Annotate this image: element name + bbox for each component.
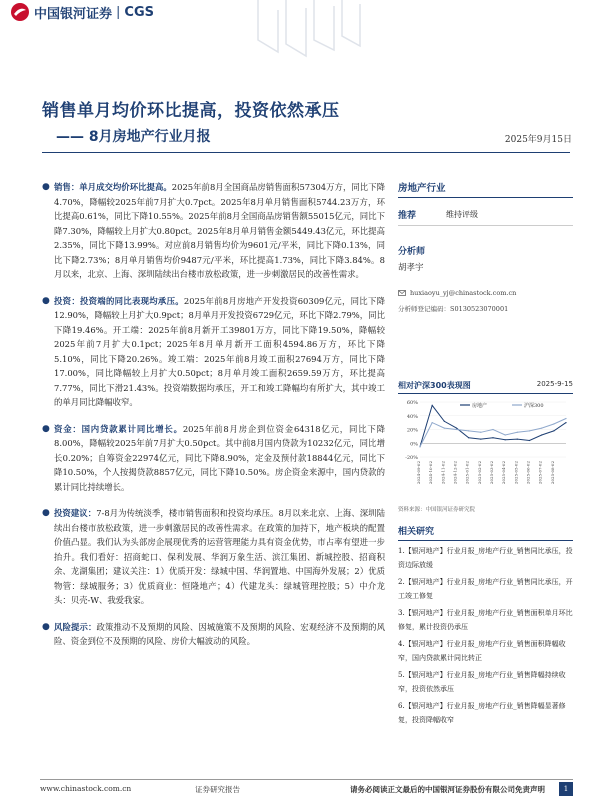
title-divider (42, 152, 570, 153)
data-point (529, 440, 530, 441)
rating-row (398, 208, 573, 226)
bullet-icon: ● (42, 423, 50, 434)
section-risk (40, 620, 385, 649)
y-tick-label: 60% (406, 400, 418, 406)
related-report-link[interactable]: 3.【银河地产】行业月报_房地产行业_销售面积单月环比修复，累计投资仍承压 (398, 609, 573, 631)
email-icon (398, 290, 406, 296)
data-point (444, 428, 445, 429)
rating-label: 推荐 (398, 211, 417, 221)
data-point (419, 446, 420, 447)
data-point (529, 430, 530, 431)
y-tick-label: 40% (406, 413, 418, 420)
section-head: 投资建议： (54, 508, 97, 518)
section-body: 2025年前8月全国商品房销售面积57304万方，同比下降4.70%，降幅较2025年前7月扩大0.7pct。2025年8月单月销售面积5744.23万方，环比提高0.61%，同比下降10.55%。2025年前8月全国商品房销售额55015亿元，同比下降7.30%，降幅较上月扩大0.80pct。2025年8月单月销售金额5449.43亿元，环比提高2.35%，同比下降13.99%。对应前8月销售均价为9601元/平米，同比下降0.13%，同比下降2.73%；8月单月销售均价9487元/平米，环比提高1.73%，同比下降3.84%。8月以来，北京、上海、深圳陆续出台楼市放松政策，进一步刺激居民的改善性需求。 (54, 182, 385, 279)
section-recommendation (40, 506, 385, 608)
main-content (40, 180, 385, 661)
analyst-email-row (398, 289, 573, 297)
sidebar (398, 180, 573, 313)
section-body: 2025年前8月房地产开发投资60309亿元，同比下降12.90%，降幅较上月扩大0.9pct；8月单月开发投资6729亿元，环比下降2.79%，同比下降19.46%。开工端：2025年前8月新开工39801万方，同比下降19.50%，降幅较2025年前7月扩大0.1pct；2025年8月单月新开工面积4594.86万方，环比下降5.10%，同比下降20.26%。竣工端：2025年前8月竣工面积27694万方，同比下降17.00%，同比降幅较上月扩大0.50pct；8月单月竣工面积2659.59万方，环比提高7.77%，同比下滑21.43%。投资端数据均承压，开工和竣工降幅均有所扩大，其中竣工的单月同比降幅收窄。 (54, 295, 385, 407)
legend-label: 沪深300 (524, 403, 544, 409)
x-tick-label: 2025-08-02 (549, 461, 555, 485)
logo-text: 中国银河证券 (34, 6, 113, 22)
y-tick-label: 0% (410, 441, 418, 448)
x-tick-label: 2024-12-02 (452, 461, 458, 485)
performance-chart (398, 394, 573, 504)
data-point (480, 439, 481, 440)
data-point (541, 434, 542, 435)
section-head: 投资：投资端的同比表现均承压。 (54, 295, 184, 306)
company-logo (10, 2, 154, 22)
bullet-icon: ● (42, 621, 50, 632)
x-tick-label: 2025-04-02 (501, 461, 507, 485)
analyst-email[interactable]: huxiaoyu_yj@chinastock.com.cn (410, 289, 517, 297)
footer-divider (40, 779, 573, 780)
bullet-icon: ● (42, 182, 50, 192)
x-tick-label: 2025-03-02 (489, 461, 494, 485)
related-report-link[interactable]: 4.【银河地产】行业月报_房地产行业_销售面积降幅收窄，国内贷款累计同比转正 (398, 640, 566, 662)
page-header (0, 0, 600, 60)
series-line-csi300 (420, 419, 566, 447)
data-point (565, 422, 566, 423)
logo-separator: | (116, 4, 121, 20)
data-point (432, 422, 433, 423)
section-body: 2025年前8月房企到位资金64318亿元，同比下降8.00%，降幅较2025年前7月扩大0.50pct。其中前8月国内贷款为10232亿元，同比增长0.20%；自筹资金22974亿元，同比下降8.90%，定金及预付款18844亿元，同比下降10.50%，个人按揭贷款8857亿元，同比下降10.50%。房企资金来源中，国内贷款的累计同比持续增长。 (54, 423, 385, 492)
x-tick-label: 2025-05-02 (513, 461, 519, 485)
data-point (444, 421, 445, 422)
analyst-registration: 分析师登记编码：S0130523070001 (398, 305, 509, 313)
x-tick-label: 2024-09-02 (416, 461, 421, 485)
data-point (456, 429, 457, 430)
chart-date: 2025-9-15 (536, 380, 573, 388)
data-point (492, 437, 493, 438)
data-point (505, 439, 506, 440)
data-point (468, 437, 469, 438)
related-report-link[interactable]: 1.【银河地产】行业月报_房地产行业_销售同比承压，投资边际放缓 (398, 547, 573, 569)
data-point (517, 439, 518, 440)
data-point (565, 418, 566, 419)
series-line-real-estate (420, 405, 566, 446)
footer-disclaimer: 请务必阅读正文最后的中国银河证券股份有限公司免责声明 (350, 785, 545, 794)
bullet-icon: ● (42, 508, 50, 518)
bullet-icon: ● (42, 295, 50, 306)
footer-url[interactable]: www.chinastock.com.cn (40, 784, 132, 793)
chart-title: 相对沪深300表现图 (398, 381, 471, 390)
data-point (517, 432, 518, 433)
report-title: 销售单月均价环比提高，投资依然承压 (42, 101, 340, 121)
y-tick-label: -20% (405, 455, 418, 461)
x-tick-label: 2025-06-02 (525, 461, 531, 485)
section-head: 销售：单月成交均价环比提高。 (54, 182, 172, 192)
x-tick-label: 2024-11-02 (440, 461, 446, 485)
section-body: 7-8月为传统淡季，楼市销售面积和投资均承压。8月以来北京、上海、深圳陆续出台楼市放松政策，进一步刺激居民的改善性需求。在政策的加持下，地产板块的配置价值凸显。我们认为头部房企展现优秀的运营管理能力具有资金优势，市占率有望进一步抬升。我们看好：招商蛇口、保利发展、华润万象生活、滨江集团、新城控股、招商积余、龙湖集团；建议关注：1）优质开发：绿城中国、华润置地、中国海外发展；2）优质物管：绿城服务；3）优质商业：恒隆地产；4）代建龙头：绿城管理控股；5）中介龙头：贝壳-W、我爱我家。 (54, 508, 385, 605)
report-subtitle: —— 8月房地产行业月报 (56, 129, 211, 145)
section-head: 风险提示： (54, 621, 97, 632)
section-sales (40, 180, 385, 282)
page-number: 1 (559, 782, 573, 796)
logo-cgs: CGS (124, 4, 154, 20)
data-point (505, 434, 506, 435)
analyst-name: 胡孝宇 (398, 263, 424, 273)
section-body: 政策推动不及预期的风险、因城施策不及预期的风险、宏观经济不及预期的风险、资金到位不及预期的风险、房价大幅波动的风险。 (54, 621, 385, 646)
data-point (541, 428, 542, 429)
x-tick-label: 2025-01-02 (464, 461, 470, 485)
galaxy-logo-icon (10, 2, 30, 22)
report-date: 2025年9月15日 (504, 135, 572, 145)
legend-label: 房地产 (472, 403, 488, 409)
section-investment (40, 294, 385, 410)
related-report-link[interactable]: 5.【银河地产】行业月报_房地产行业_销售降幅持续收窄，投资依然承压 (398, 671, 566, 693)
related-report-link[interactable]: 2.【银河地产】行业月报_房地产行业_销售同比承压，开工竣工修复 (398, 578, 573, 600)
x-tick-label: 2024-10-02 (428, 461, 434, 485)
related-research-list (398, 545, 573, 731)
x-tick-label: 2025-02-02 (476, 461, 482, 485)
data-point (492, 429, 493, 430)
y-tick-label: 20% (406, 427, 418, 434)
data-point (432, 405, 433, 406)
related-report-link[interactable]: 6.【银河地产】行业月报_房地产行业_销售降幅显著修复，投资降幅收窄 (398, 702, 566, 724)
rating-value: 维持评级 (446, 210, 478, 219)
x-tick-label: 2025-07-02 (537, 461, 543, 485)
chart-header (398, 380, 573, 394)
industry-label: 房地产行业 (398, 180, 573, 198)
section-funding (40, 422, 385, 495)
decorative-building-graphic (248, 0, 368, 58)
data-point (480, 432, 481, 433)
data-point (456, 428, 457, 429)
related-research-header: 相关研究 (398, 524, 573, 541)
data-point (553, 423, 554, 424)
section-head: 资金：国内贷款累计同比增长。 (54, 423, 183, 434)
footer-label: 证券研究报告 (195, 785, 240, 794)
chart-source: 资料来源：中国银河证券研究院 (398, 507, 476, 513)
data-point (468, 430, 469, 431)
analyst-header: 分析师 (398, 247, 426, 257)
data-point (553, 430, 554, 431)
